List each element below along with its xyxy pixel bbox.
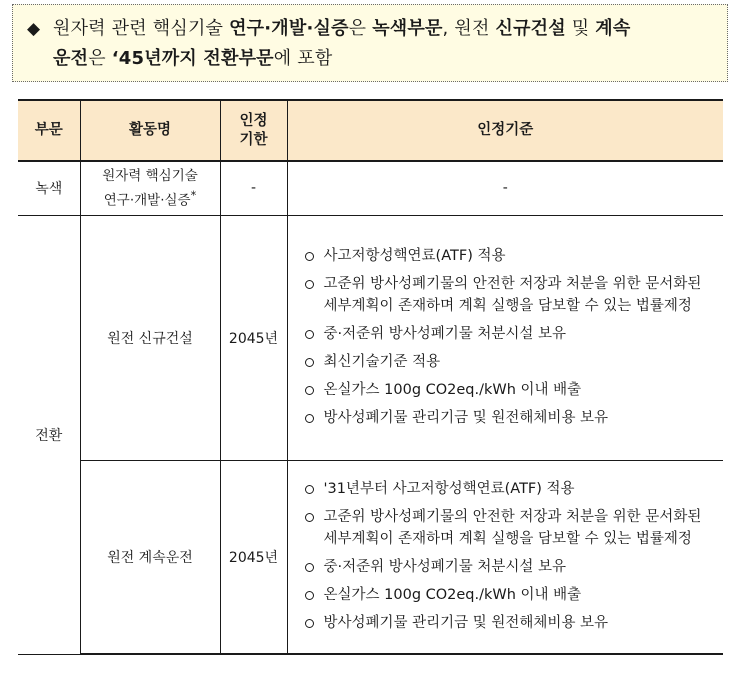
activity-line1: 원자력 핵심기술 (102, 168, 198, 184)
footnote-mark: * (190, 189, 197, 202)
summary-emphasis: 계속 (595, 18, 631, 39)
summary-text: 에 포함 (273, 48, 333, 69)
criteria-item: 최신기술기준 적용 (304, 351, 716, 373)
criteria-table (18, 99, 723, 655)
header-deadline-line1: 인정 (239, 112, 268, 129)
table-row (18, 460, 723, 654)
summary-emphasis: 신규건설 (495, 18, 566, 39)
deadline-cell: - (220, 161, 287, 215)
criteria-item: 중·저준위 방사성폐기물 처분시설 보유 (304, 556, 716, 578)
table-row (18, 215, 723, 460)
header-deadline (220, 100, 287, 161)
summary-box (12, 4, 728, 82)
sector-cell: 녹색 (18, 161, 80, 215)
activity-cell (80, 161, 220, 215)
criteria-item: 중·저준위 방사성폐기물 처분시설 보유 (304, 323, 716, 345)
criteria-cell (287, 460, 723, 654)
summary-text: 및 (565, 18, 596, 39)
activity-line2 (81, 186, 220, 211)
activity-cell: 원전 신규건설 (80, 215, 220, 460)
summary-text: 은 (348, 18, 373, 39)
header-activity: 활동명 (80, 100, 220, 161)
sector-cell: 전환 (18, 215, 80, 654)
summary-line-2 (27, 44, 717, 74)
activity-line2-text: 연구·개발·실증 (103, 192, 191, 209)
deadline-cell: 2045년 (220, 215, 287, 460)
criteria-cell: - (287, 161, 723, 215)
criteria-item: 고준위 방사성폐기물의 안전한 저장과 처분을 위한 문서화된 세부계획이 존재하며 계획 실행을 담보할 수 있는 법률제정 (304, 273, 716, 317)
summary-text: , 원전 (442, 18, 496, 39)
summary-emphasis: 연구·개발·실증 (229, 18, 349, 39)
deadline-cell: 2045년 (220, 460, 287, 654)
criteria-item: 온실가스 100g CO2eq./kWh 이내 배출 (304, 584, 716, 606)
summary-text: 은 (88, 48, 112, 69)
criteria-item: 방사성폐기물 관리기금 및 원전해체비용 보유 (304, 407, 716, 429)
activity-cell: 원전 계속운전 (80, 460, 220, 654)
criteria-item: 사고저항성핵연료(ATF) 적용 (304, 245, 716, 267)
table-row (18, 161, 723, 215)
diamond-bullet-icon: ◆ (27, 19, 41, 39)
summary-emphasis: ‘45년까지 전환부문 (111, 48, 274, 69)
criteria-item: 온실가스 100g CO2eq./kWh 이내 배출 (304, 379, 716, 401)
criteria-list (304, 478, 716, 634)
summary-emphasis: 녹색부문 (372, 18, 443, 39)
criteria-cell (287, 215, 723, 460)
header-deadline-line2: 기한 (239, 131, 268, 148)
criteria-list (304, 245, 716, 429)
summary-text: 원자력 관련 핵심기술 (53, 18, 230, 39)
summary-emphasis: 운전 (53, 48, 89, 69)
table-header-row (18, 100, 723, 161)
header-sector: 부문 (18, 100, 80, 161)
criteria-item: 고준위 방사성폐기물의 안전한 저장과 처분을 위한 문서화된 세부계획이 존재하며 계획 실행을 담보할 수 있는 법률제정 (304, 506, 716, 550)
criteria-item: 방사성폐기물 관리기금 및 원전해체비용 보유 (304, 612, 716, 634)
header-criteria: 인정기준 (287, 100, 723, 161)
criteria-item: '31년부터 사고저항성핵연료(ATF) 적용 (304, 478, 716, 500)
summary-line-1 (27, 14, 717, 44)
